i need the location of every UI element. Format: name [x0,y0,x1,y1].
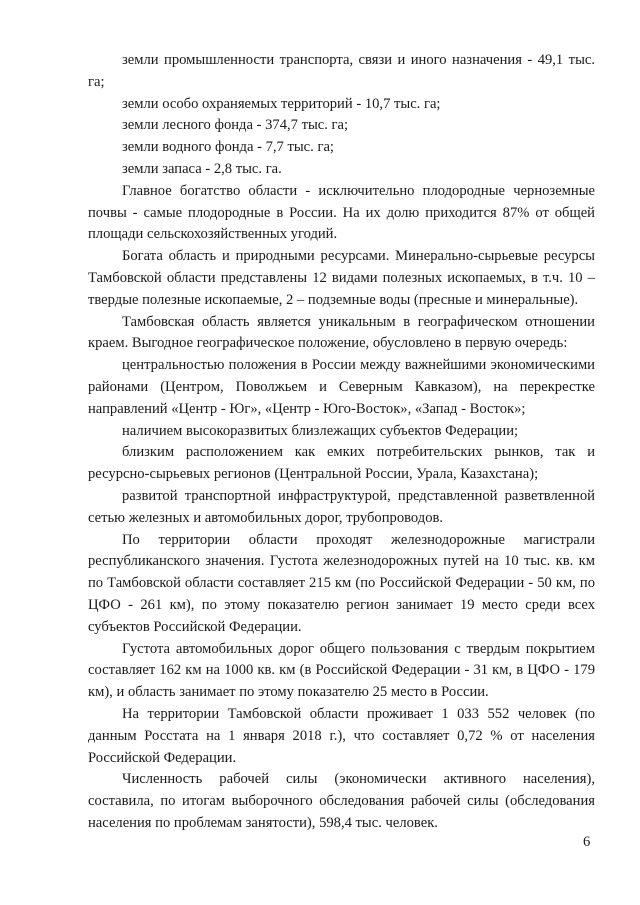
page-number: 6 [583,834,591,850]
paragraph-labor-force: Численность рабочей силы (экономически активного населения), составила, по итогам выборочного обследования рабочей силы (обследования населения по проблемам занятости), 598,4 тыс. человек. [88,771,595,831]
paragraph-railway-density: По территории области проходят железнодорожные магистрали республиканского значения. Густота железнодорожных путей на 10 тыс. кв. км по Тамбовской области составляет 215 км (по Российской Федерации - 50 км, по ЦФО - 261 км), по этому показателю регион занимает 19 место среди всех субъектов Российской Федерации. [88,531,595,635]
paragraph-forest-lands: земли лесного фонда - 374,7 тыс. га; [122,117,349,134]
paragraph-chernozem-soils: Главное богатство области - исключительно плодородные черноземные почвы - самые плодородные в России. На их долю приходится 87% от общей площади сельскохозяйственных угодий. [88,182,595,243]
paragraph-natural-resources: Богата область и природными ресурсами. Минерально-сырьевые ресурсы Тамбовской области представлены 12 видами полезных ископаемых, в т.ч. 10 – твердые полезные ископаемые, 2 – подземные воды (пресные и минеральные). [88,248,595,308]
paragraph-reserve-lands: земли запаса - 2,8 тыс. га. [122,160,282,177]
paragraph-population: На территории Тамбовской области проживает 1 033 552 человек (по данным Росстата на 1 января 2018 г.), что составляет 0,72 % от населения Российской Федерации. [88,705,595,766]
paragraph-geographic-position: Тамбовская область является уникальным в географическом отношении краем. Выгодное географическое положение, обусловлено в первую очередь: [88,313,595,352]
paragraph-neighboring-subjects: наличием высокоразвитых близлежащих субъектов Федерации; [122,422,519,439]
paragraph-water-lands: земли водного фонда - 7,7 тыс. га; [122,139,334,156]
paragraph-central-position: центральностью положения в России между важнейшими экономическими районами (Центром, Поволжьем и Северным Кавказом), на перекрестке направлений «Центр - Юг», «Центр - Юго-Восток», «Запад - Восток»; [88,357,595,417]
document-page-body [88,50,595,835]
paragraph-transport-infrastructure: развитой транспортной инфраструктурой, представленной разветвленной сетью железных и автомобильных дорог, трубопроводов. [88,487,595,526]
paragraph-industry-lands: земли промышленности транспорта, связи и иного назначения - 49,1 тыс. га; [88,52,595,90]
paragraph-protected-lands: земли особо охраняемых территорий - 10,7 тыс. га; [122,95,441,112]
paragraph-consumer-markets: близким расположением как емких потребительских рынков, так и ресурсно-сырьевых регионов (Центральной России, Урала, Казахстана); [88,444,595,483]
paragraph-road-density: Густота автомобильных дорог общего пользования с твердым покрытием составляет 162 км на 1000 кв. км (в Российской Федерации - 31 км, в ЦФО - 179 км), и область занимает по этому показателю 25 место в России. [88,640,595,701]
